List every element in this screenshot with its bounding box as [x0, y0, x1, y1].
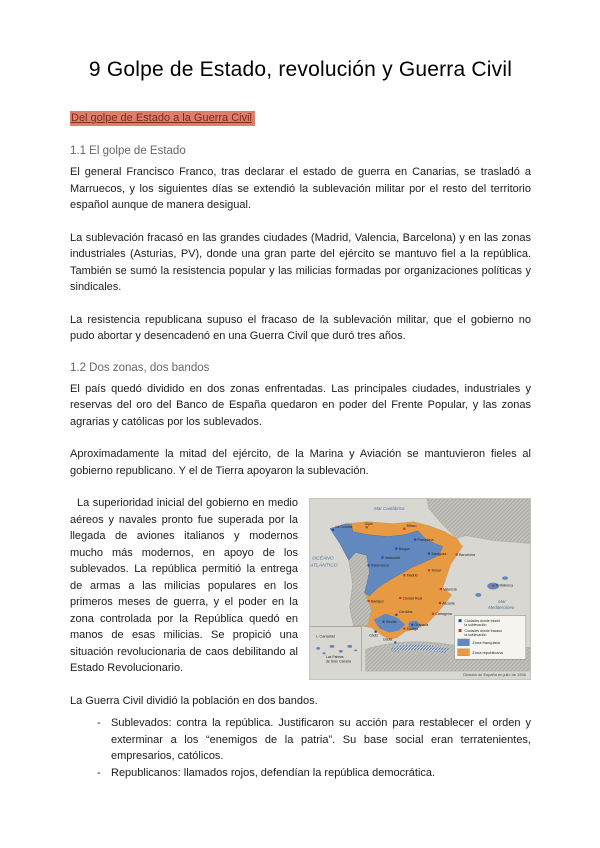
bandos-list: [97, 715, 531, 781]
highlighted-link[interactable]: Del golpe de Estado a la Guerra Civil: [70, 111, 255, 126]
svg-text:P. Mallorca: P. Mallorca: [495, 583, 513, 588]
list-item: [97, 715, 531, 765]
svg-text:Teruel: Teruel: [431, 568, 442, 573]
svg-text:Zaragoza: Zaragoza: [431, 551, 447, 556]
svg-text:Bilbao: Bilbao: [406, 524, 417, 529]
legend-city-fail-1: Ciudades donde fracasó: [464, 628, 502, 633]
page-title: 9 Golpe de Estado, revolución y Guerra Civil: [88, 58, 513, 81]
sea-label-atlantico-1: OCÉANO: [312, 556, 334, 562]
svg-text:Pamplona: Pamplona: [417, 538, 434, 543]
svg-text:La Coruña: La Coruña: [335, 525, 353, 530]
sea-label-med-2: Mediterráneo: [488, 604, 515, 610]
svg-text:Burgos: Burgos: [398, 546, 410, 551]
svg-text:Sevilla: Sevilla: [385, 620, 397, 625]
svg-text:Gijón: Gijón: [364, 522, 373, 527]
dash-bullet: -: [97, 717, 101, 729]
sea-label-cantabrico: Mar Cantábrico: [374, 505, 405, 511]
svg-text:Madrid: Madrid: [406, 573, 418, 578]
svg-text:Ciudad Real: Ciudad Real: [402, 596, 423, 601]
map-caption: División de España en julio de 1936: [463, 672, 526, 678]
svg-text:Granada: Granada: [414, 623, 429, 628]
spain-civil-war-map: [309, 498, 531, 680]
section-heading-1-2: 1.2 Dos zonas, dos bandos: [70, 361, 210, 374]
list-item: [97, 765, 531, 782]
svg-text:Málaga: Málaga: [406, 627, 419, 632]
paragraph: La sublevación fracasó en las grandes ciudades (Madrid, Valencia, Barcelona) y en las zonas industriales (Asturias, PV), donde una gran parte del ejército se mantuvo fiel a la república. También se sumó la resistencia popular y las milicias formadas por organizaciones políticas y sindicales.: [70, 231, 531, 293]
svg-text:Badajoz: Badajoz: [371, 599, 384, 604]
section-heading-1-1: 1.1 El golpe de Estado: [70, 145, 186, 157]
legend-city-won-1: Ciudades donde triunfó: [464, 619, 501, 624]
paragraph: La superioridad inicial del gobierno en medio aéreos y navales pronto fue superada por la llegada de aviones italianos y modernos mucho más modernos, en apoyo de los sublevados. La república permitió la entrega de armas a las milicias populares en los primeros meses de guerra, y el poder en la zona controlada por la República quedó en manos de esas milicias. Se propició una situación revolucionaria de caos debilitando al Estado Revolucionario.: [70, 497, 298, 674]
svg-text:Cádiz: Cádiz: [368, 633, 379, 638]
canary-sublabel-1: Las Palmas: [326, 655, 344, 660]
sea-label-med-1: Mar: [498, 598, 506, 604]
paragraph: La resistencia republicana supuso el fracaso de la sublevación militar, que el gobierno no pudo abortar y desencadenó en una Guerra Civil que duró tres años.: [70, 313, 531, 342]
svg-text:Barcelona: Barcelona: [459, 552, 476, 557]
svg-text:Salamanca: Salamanca: [371, 563, 389, 568]
map-legend: [455, 616, 526, 660]
legend-city-won-2: la sublevación: [464, 623, 487, 628]
paragraph: El general Francisco Franco, tras declarar el estado de guerra en Canarias, se trasladó a Marruecos, y los siguientes días se extendió la sublevación militar por el resto del territorio español aunque de manera desigual.: [70, 166, 531, 211]
svg-text:Cartagena: Cartagena: [435, 612, 452, 617]
svg-text:Valladolid: Valladolid: [384, 555, 401, 560]
paragraph: La Guerra Civil dividió la población en dos bandos.: [70, 694, 318, 707]
paragraph: Aproximadamente la mitad del ejército, de la Marina y Aviación se mantuvieron fieles al gobierno republicano. Y el de Tierra apoyaron la sublevación.: [70, 448, 531, 477]
svg-text:Córdoba: Córdoba: [398, 610, 413, 615]
dash-bullet: -: [97, 766, 101, 779]
svg-text:Valencia: Valencia: [443, 587, 457, 592]
svg-text:Alicante: Alicante: [442, 601, 455, 606]
legend-city-fail-2: la sublevación: [464, 633, 487, 638]
legend-zone-orange: Zona republicana: [472, 649, 503, 655]
canary-sublabel-2: de Gran Canaria: [326, 659, 351, 664]
paragraph: El país quedó dividido en dos zonas enfrentadas. Las principales ciudades, industriales y reservas del oro del Banco de España quedaron en poder del Frente Popular, y las zonas agrarias y católicas por los sublevados.: [70, 382, 531, 428]
legend-zone-blue: Zona franquista: [472, 639, 500, 645]
city-label-ceuta: Ceuta: [382, 637, 393, 642]
sea-label-atlantico-2: ATLÁNTICO: [310, 563, 338, 569]
list-item-text: Republicanos: llamados rojos, defendían la república democrática.: [111, 766, 436, 779]
canary-label: I. Canarias: [316, 633, 336, 639]
list-item-text: Sublevados: contra la república. Justificaron su acción para restablecer el orden y exterminar a los “enemigos de la patria”. Su base social eran terratenientes, empresarios, católicos.: [111, 717, 531, 762]
